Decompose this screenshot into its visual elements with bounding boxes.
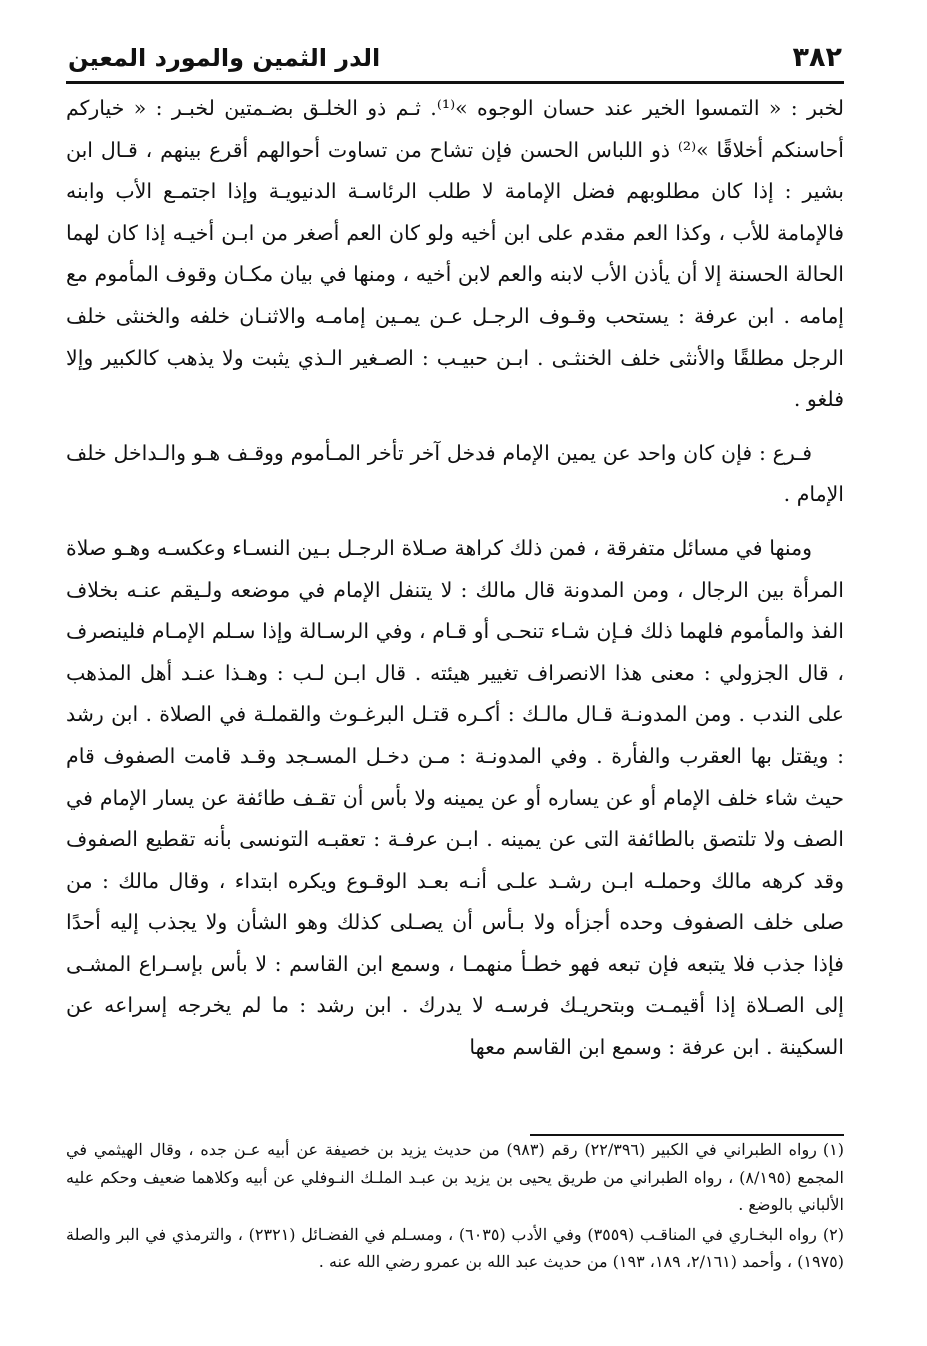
page-number: ٣٨٢: [792, 42, 842, 73]
paragraph-imam-precedence: لخبر : « التمسوا الخير عند حسان الوجوه »⁽¹⁾. ثـم ذو الخلـق بضـمتين لخبـر : « خياركم أحاسنكم أخلاقًا »⁽²⁾ ذو اللباس الحسن فإن تشاح من تساوت أحوالهم أقرع بينهم ، قـال ابن بشير : إذا كان مطلوبهم فضل الإمامة لا طلب الرئاسـة الدنيويـة وإذا اجتمـع الأب وابنه فالإمامة للأب ، وكذا العم مقدم على ابن أخيه ولو كان العم أصغر من ابـن أخيـه إذا كان لهما الحالة الحسنة إلا أن يأذن الأب لابنه والعم لابن أخيه ، ومنها في بيان مكـان وقوف المأموم مع إمامه . ابن عرفة : يستحب وقـوف الرجـل عـن يمـين إمامـه والاثنـان خلفه والخنثى خلف الرجل مطلقًا والأنثى خلف الخنثـى . ابـن حبيـب : الصـغير الـذي يثبت ولا يذهب كالكبير وإلا فلغو .: [66, 96, 844, 412]
footnote-text: رواه الطبراني في الكبير (٢٢/٣٩٦) رقم (٩٨٣) من حديث يزيد بن خصيفة عن أبيه عـن جده ، وقال الهيثمي في المجمع (٨/١٩٥) ، رواه الطبراني من طريق يحيى بن يزيد بن عبـد الملـك النـوفلي عن أبيه وكلاهما ضعيف وحكم عليه الألباني بالوضع .: [66, 1140, 844, 1214]
main-text: [66, 88, 844, 1069]
footnote-item: [66, 1221, 844, 1276]
header-divider: [66, 81, 844, 84]
paragraph-miscellaneous-issues: ومنها في مسائل متفرقة ، فمن ذلك كراهة صـلاة الرجـل بـين النسـاء وعكسـه وهـو صلاة المرأة بين الرجال ، ومن المدونة قال مالك : لا يتنفل الإمام في موضعه ولـيقم عنـه بخلاف الفذ والمأموم فلهما ذلك فـإن شـاء تنحـى أو قـام ، وفي الرسـالة وإذا سـلم الإمـام فلينصرف ، قال الجزولي : معنى هذا الانصراف تغيير هيئته . قال ابـن لـب : وهـذا عنـد أهل المذهب على الندب . ومن المدونـة قـال مالـك : أكـره قتـل البرغـوث والقملـة في الصلاة . ابن رشد : ويقتل بها العقرب والفأرة . وفي المدونـة : مـن دخـل المسـجد وقـد قامت الصفوف قام حيث شاء خلف الإمام أو عن يساره أو عن يمينه ولا بأس أن تقـف طائفة عن يسار الإمام في الصف ولا تلتصق بالطائفة التى عن يمينه . ابـن عرفـة : تعقبـه التونسى بأنه تقطيع الصفوف وقد كرهه مالك وحملـه ابـن رشـد علـى أنـه بعـد الوقـوع ويكره ابتداء ، وقال مالك : من صلى خلف الصفوف وحده أجزأه ولا بـأس أن يصـلى كذلك وهو الشأن ولا يجذب إليه أحدًا فإذا جذب فلا يتبعه فإن تبعه فهو خطـأ منهمـا ، وسمع ابن القاسم : لا بأس بإسـراع المشـى إلى الصـلاة إذا أقيمـت وبتحريـك فرسـه لا يدرك . ابن رشد : ما لم يخرجه إسراعه عن السكينة . ابن عرفة : وسمع ابن القاسم معها: [66, 535, 844, 1060]
footnote-text: رواه البخـاري في المناقـب (٣٥٥٩) وفي الأدب (٦٠٣٥) ، ومسـلم في الفضـائل (٢٣٢١) ، والترمذي في البر والصلة (١٩٧٥) ، وأحمد (٢/١٦١، ١٨٩، ١٩٣) من حديث عبد الله بن عمرو رضي الله عنه .: [66, 1224, 844, 1271]
paragraph-branch-note: فـرع : فإن كان واحد عن يمين الإمام فدخل آخر تأخر المـأموم ووقـف هـو والـداخل خلف الإمام .: [66, 440, 844, 507]
page-header: [66, 38, 844, 84]
footnote-marker: (١): [822, 1140, 845, 1159]
footnote-marker: (٢): [822, 1224, 845, 1244]
running-title: الدر الثمين والمورد المعين: [68, 44, 381, 72]
footnotes: [66, 1136, 844, 1278]
footnote-item: [66, 1136, 844, 1219]
